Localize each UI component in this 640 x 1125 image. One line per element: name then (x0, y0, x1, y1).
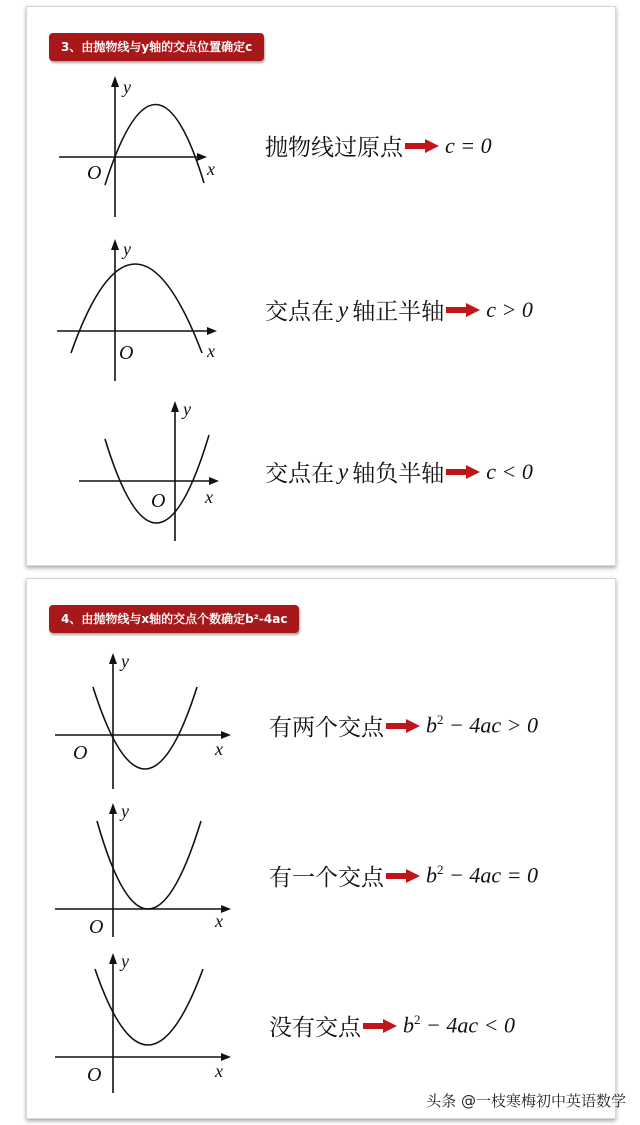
card-discriminant (26, 578, 616, 1119)
row-positive-intercept: 交点在 y 轴正半轴 c > 0 (265, 296, 533, 325)
graph-through-origin (53, 71, 233, 221)
row-one-root: 有一个交点 $b^2 - 4ac = 0$ (269, 862, 538, 891)
origin-label: O (73, 742, 88, 764)
arrow-icon (363, 1019, 397, 1033)
origin-label: O (119, 342, 134, 364)
graph-positive-intercept (53, 233, 233, 383)
y-axis-label: y (123, 77, 131, 97)
origin-label: O (87, 162, 102, 184)
y-axis-label: y (183, 399, 191, 419)
arrow-icon (386, 869, 420, 883)
arrow-icon (446, 303, 480, 317)
card-c-position (26, 6, 616, 566)
graph-negative-intercept (53, 395, 233, 545)
x-axis-label: x (215, 911, 223, 931)
x-axis-label: x (207, 341, 215, 361)
row-two-roots: 有两个交点 $b^2 - 4ac > 0$ (269, 712, 538, 741)
row-through-origin: 抛物线过原点 c = 0 (265, 132, 492, 161)
watermark-text: 头条 @一枝寒梅初中英语数学 (426, 1092, 626, 1110)
graph-no-roots (47, 947, 237, 1097)
arrow-icon (386, 719, 420, 733)
graph-two-roots (47, 649, 237, 794)
graph-one-root (47, 797, 237, 942)
row-no-roots: 没有交点 $b^2 - 4ac < 0$ (269, 1012, 515, 1041)
y-axis-label: y (123, 239, 131, 259)
origin-label: O (151, 490, 166, 512)
arrow-icon (405, 139, 439, 153)
origin-label: O (87, 1064, 102, 1086)
y-axis-label: y (121, 651, 129, 671)
section-title: 3、由抛物线与y轴的交点位置确定c (49, 33, 264, 61)
y-axis-label: y (121, 801, 129, 821)
x-axis-label: x (205, 487, 213, 507)
x-axis-label: x (215, 739, 223, 759)
x-axis-label: x (207, 159, 215, 179)
x-axis-label: x (215, 1061, 223, 1081)
arrow-icon (446, 465, 480, 479)
y-axis-label: y (121, 951, 129, 971)
section-title: 4、由抛物线与x轴的交点个数确定b²-4ac (49, 605, 299, 633)
origin-label: O (89, 916, 104, 938)
row-negative-intercept: 交点在 y 轴负半轴 c < 0 (265, 458, 533, 487)
